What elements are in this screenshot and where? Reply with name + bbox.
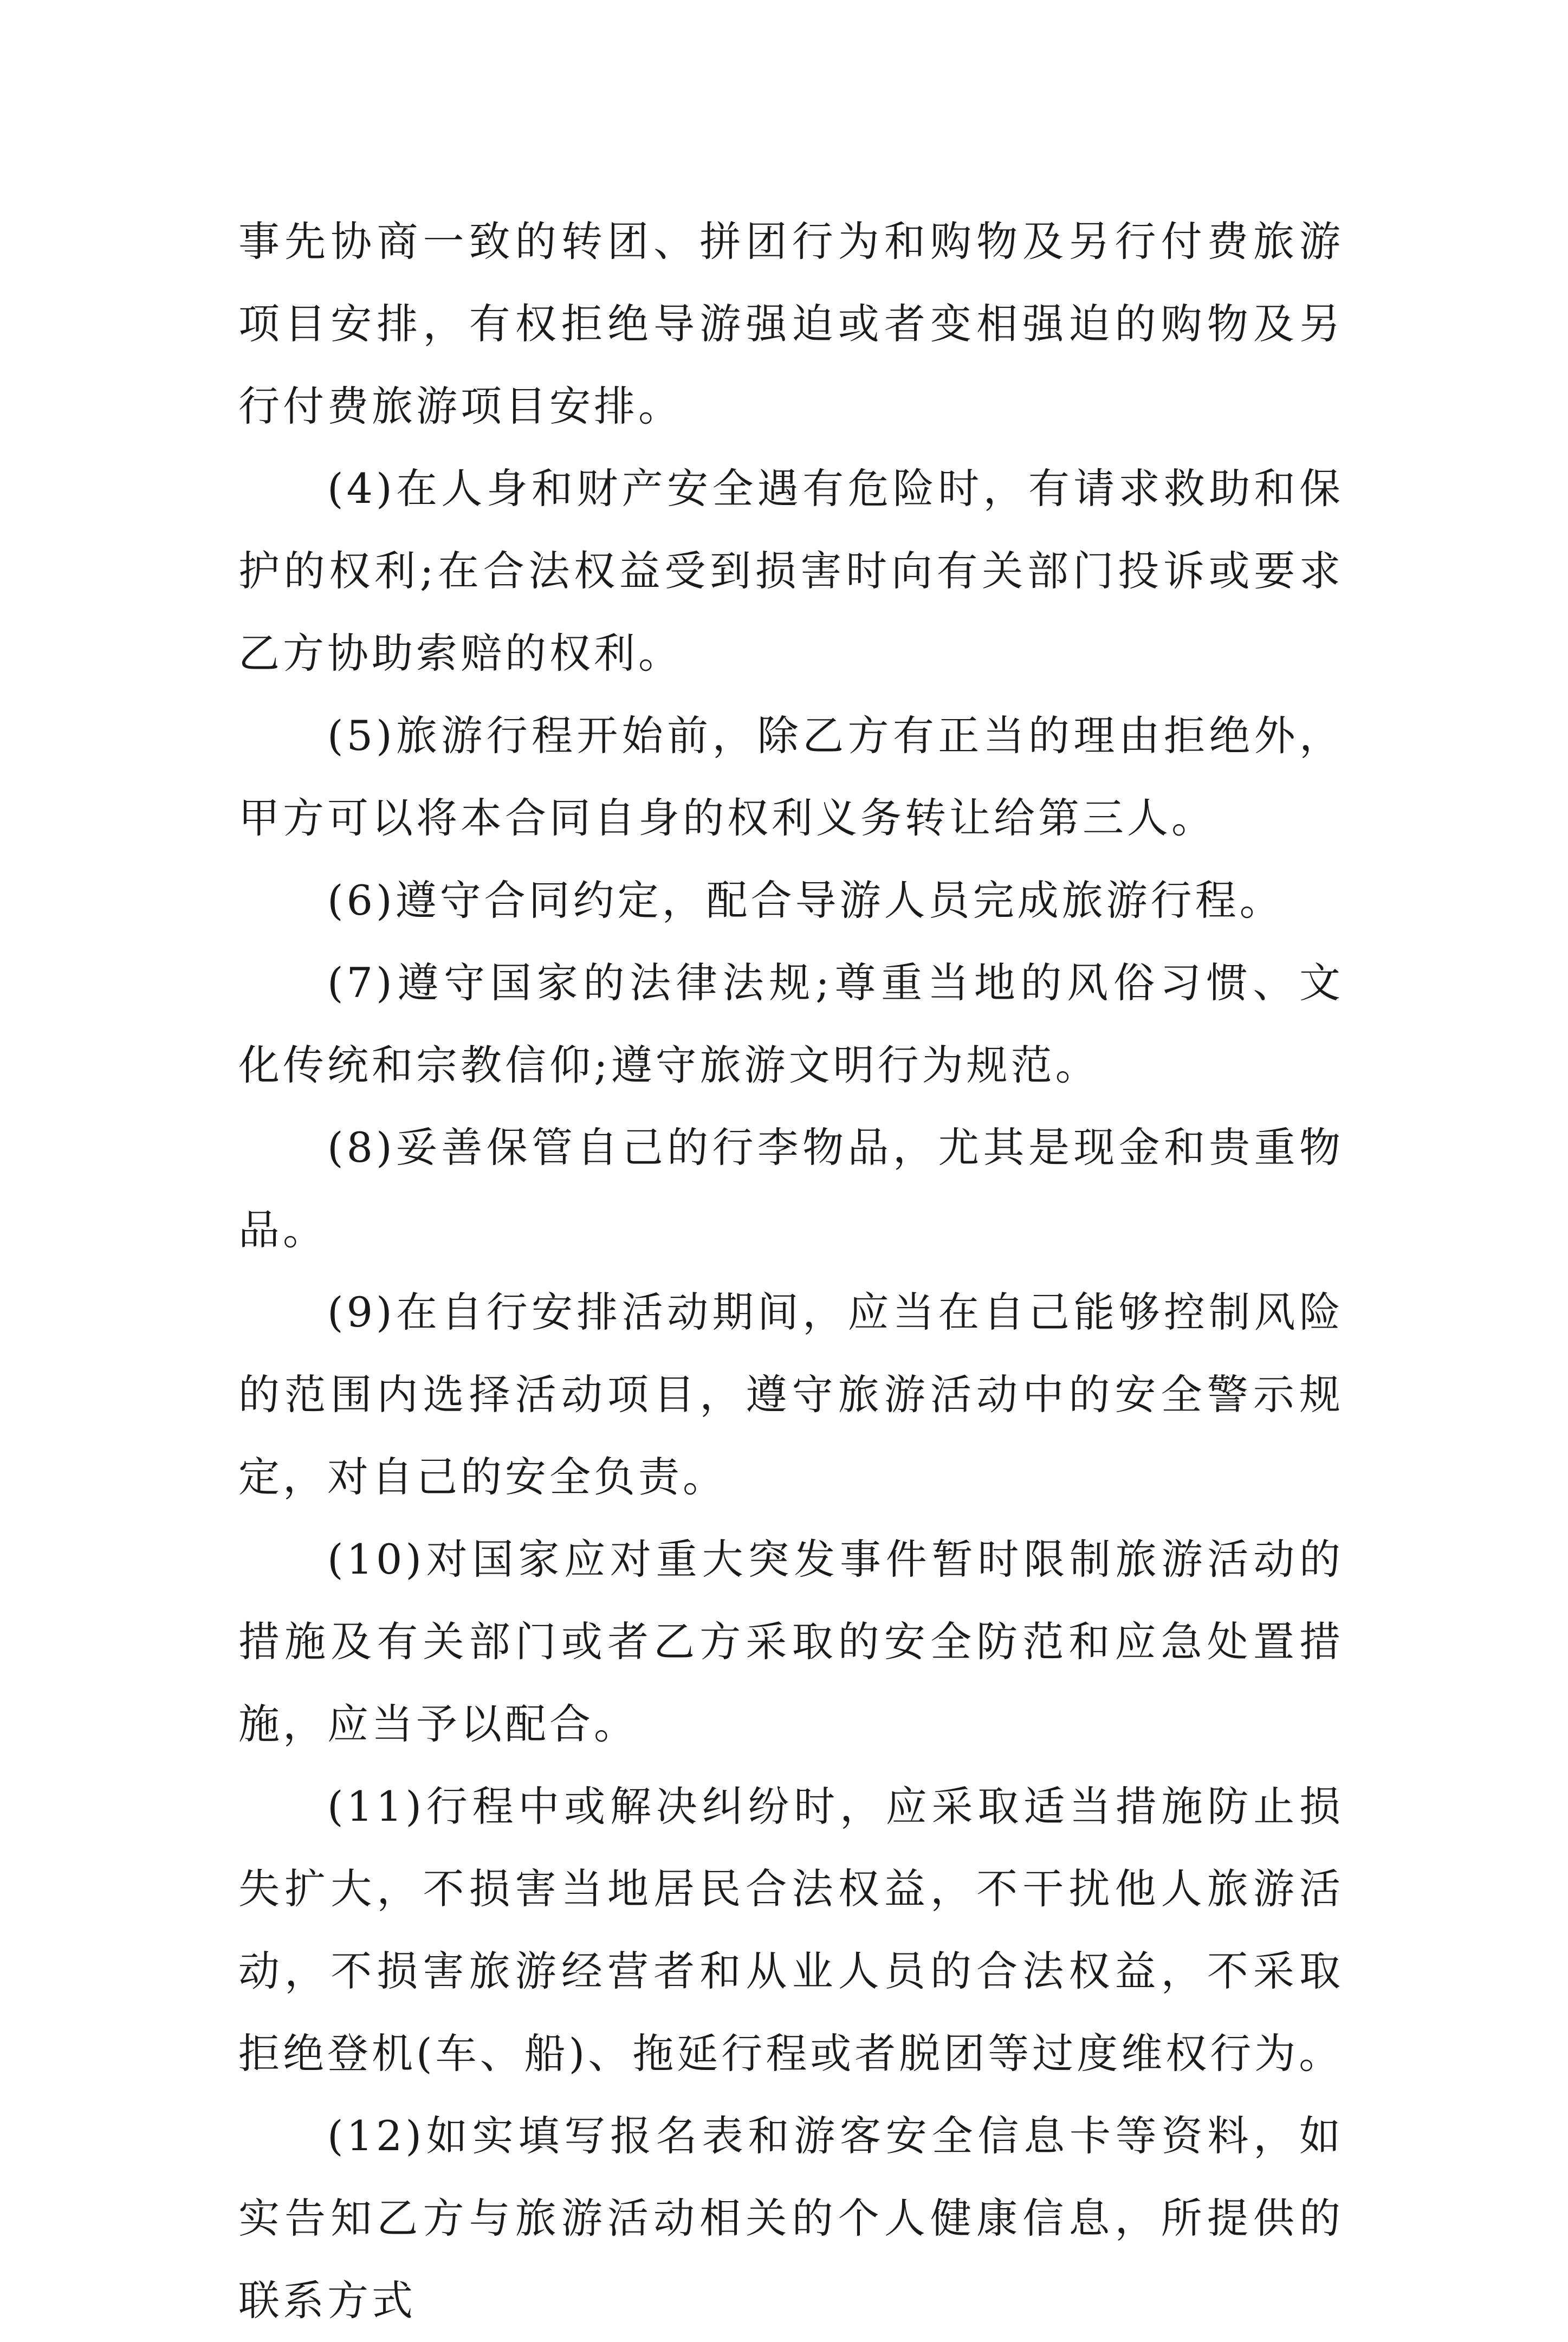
paragraph-item-6: (6)遵守合同约定，配合导游人员完成旅游行程。 xyxy=(327,876,1284,924)
paragraph-item-8: (8)妥善保管自己的行李物品，尤其是现金和贵重物品。 xyxy=(238,1123,1344,1254)
paragraph-item-5: (5)旅游行程开始前，除乙方有正当的理由拒绝外，甲方可以将本合同自身的权利义务转让给第三人。 xyxy=(238,711,1344,842)
document-body xyxy=(238,200,1344,2342)
paragraph-item-7: (7)遵守国家的法律法规;尊重当地的风俗习惯、文化传统和宗教信仰;遵守旅游文明行为规范。 xyxy=(238,959,1344,1089)
paragraph-item-12: (12)如实填写报名表和游客安全信息卡等资料，如实告知乙方与旅游活动相关的个人健康信息，所提供的联系方式 xyxy=(238,2112,1344,2325)
paragraph-item-10: (10)对国家应对重大突发事件暂时限制旅游活动的措施及有关部门或者乙方采取的安全防范和应急处置措施，应当予以配合。 xyxy=(238,1535,1344,1748)
paragraph-item-9: (9)在自行安排活动期间，应当在自己能够控制风险的范围内选择活动项目，遵守旅游活动中的安全警示规定，对自己的安全负责。 xyxy=(238,1288,1344,1501)
paragraph-continuation: 事先协商一致的转团、拼团行为和购物及另行付费旅游项目安排，有权拒绝导游强迫或者变相强迫的购物及另行付费旅游项目安排。 xyxy=(238,217,1344,430)
paragraph-item-4: (4)在人身和财产安全遇有危险时，有请求救助和保护的权利;在合法权益受到损害时向有关部门投诉或要求乙方协助索赔的权利。 xyxy=(238,464,1344,677)
paragraph-item-11: (11)行程中或解决纠纷时，应采取适当措施防止损失扩大，不损害当地居民合法权益，不干扰他人旅游活动，不损害旅游经营者和从业人员的合法权益，不采取拒绝登机(车、船)、拖延行程或者脱团等过度维权行为。 xyxy=(238,1782,1344,2078)
